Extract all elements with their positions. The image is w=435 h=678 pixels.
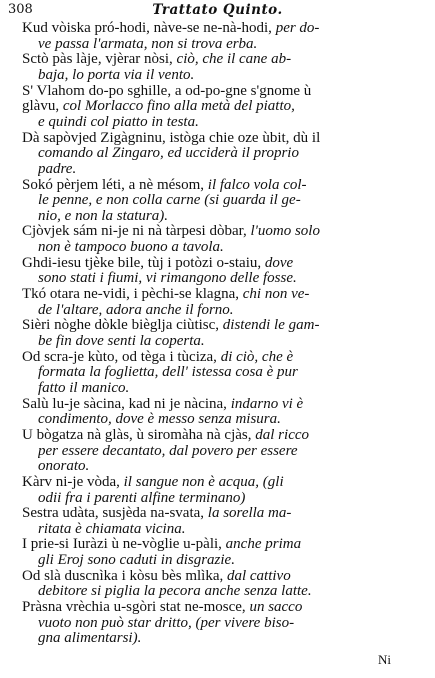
italian-text: dal ricco bbox=[251, 426, 310, 443]
text-line bbox=[22, 286, 427, 303]
italian-text: dove bbox=[261, 254, 294, 271]
illyrian-text: Pràsna vrèchia u-sgòri stat ne-mosce, bbox=[22, 599, 246, 616]
text-line bbox=[22, 98, 427, 115]
italian-text: dal cattivo bbox=[223, 567, 291, 584]
italian-text: ve passa l'armata, non si trova erba. bbox=[38, 35, 258, 52]
italian-text: debitore si piglia la pecora anche senza latte. bbox=[38, 583, 312, 600]
text-line bbox=[22, 536, 427, 553]
text-line bbox=[22, 255, 427, 272]
italian-text: padre. bbox=[38, 160, 77, 177]
text-line bbox=[38, 615, 427, 632]
italian-text: distendi le gam- bbox=[219, 317, 320, 334]
text-line bbox=[38, 443, 427, 460]
italian-text: sono stati i fiumi, vi rimangono delle fosse. bbox=[38, 270, 297, 287]
text-line bbox=[22, 177, 427, 194]
text-line bbox=[38, 270, 427, 287]
illyrian-text: Sièri nòghe dòkle bièglja ciùtisc, bbox=[22, 317, 220, 334]
text-line bbox=[38, 333, 427, 350]
italian-text: vuoto non può star dritto, (per vivere biso- bbox=[38, 614, 295, 631]
italian-text: ritata è chiamata vicina. bbox=[38, 520, 186, 537]
illyrian-text: Sokó pèrjem léti, a nè mésom, bbox=[22, 176, 205, 193]
italian-text: comando al Zingaro, ed ucciderà il proprio bbox=[38, 145, 299, 162]
italian-text: gna alimentarsi). bbox=[38, 630, 142, 647]
text-line bbox=[22, 83, 427, 100]
italian-text: di ciò, che è bbox=[216, 348, 294, 365]
italian-text: nio, e non la statura). bbox=[38, 207, 168, 224]
illyrian-text: S' Vlahom do-po sghille, a od-po-gne s'gnome ù bbox=[22, 82, 312, 99]
text-line bbox=[38, 302, 427, 319]
italian-text: odii fra i parenti alfine terminano) bbox=[38, 489, 246, 506]
italian-text: onorato. bbox=[38, 458, 90, 475]
italian-text: condimento, dove è messo senza misura. bbox=[38, 411, 281, 428]
text-line bbox=[38, 630, 427, 647]
page-number: 308 bbox=[8, 2, 33, 17]
italian-text: formata la foglietta, dell' istessa cosa è pur bbox=[38, 364, 298, 381]
italian-text: la sorella ma- bbox=[204, 505, 292, 522]
text-line bbox=[38, 521, 427, 538]
italian-text: be fin dove senti la coperta. bbox=[38, 333, 205, 349]
italian-text: l'uomo solo bbox=[246, 223, 320, 240]
text-line bbox=[38, 145, 427, 162]
italian-text: per essere decantato, dal povero per essere bbox=[38, 442, 298, 459]
illyrian-text: Dà sapòvjed Zigàgninu, istòga chie oze ùbit, dù il bbox=[22, 129, 321, 146]
illyrian-text: Od scra-je kùto, od tèga i tùciza, bbox=[22, 348, 217, 365]
page-header bbox=[0, 2, 435, 20]
illyrian-text: Sestra udàta, susjèda na-svata, bbox=[22, 505, 205, 522]
illyrian-text: Kàrv ni-je vòda, bbox=[22, 473, 120, 490]
illyrian-text: Cjòvjek sám ni-je ni nà tàrpesi dòbar, bbox=[22, 223, 247, 240]
italian-text: non è tampoco buono a tavola. bbox=[38, 239, 224, 256]
text-line bbox=[22, 223, 427, 240]
running-title: Trattato Quinto. bbox=[152, 2, 283, 18]
text-line bbox=[38, 67, 427, 84]
text-line bbox=[22, 317, 427, 334]
text-line bbox=[38, 208, 427, 225]
italian-text: anche prima bbox=[221, 536, 302, 553]
illyrian-text: Kud vòiska pró-hodi, nàve-se ne-nà-hodi, bbox=[22, 20, 272, 36]
text-line bbox=[38, 161, 427, 178]
text-line bbox=[38, 380, 427, 397]
text-line bbox=[22, 599, 427, 616]
illyrian-text: Od slà duscnìka i kòsu bès mlìka, bbox=[22, 567, 224, 584]
text-line bbox=[38, 458, 427, 475]
text-line bbox=[22, 505, 427, 522]
text-line bbox=[22, 474, 427, 491]
italian-text: ciò, che il cane ab- bbox=[172, 51, 292, 68]
italian-text: col Morlacco fino alla metà del piatto, bbox=[59, 98, 295, 115]
illyrian-text: I prie-si Iuràzi ù ne-vòglie u-pàli, bbox=[22, 536, 222, 553]
italian-text: il falco vola col- bbox=[204, 176, 307, 193]
italian-text: e quindi col piatto in testa. bbox=[38, 113, 199, 130]
italian-text: le penne, e non colla carne (si guarda il ge- bbox=[38, 192, 301, 209]
italian-text: indarno vi è bbox=[226, 395, 304, 412]
illyrian-text: U bògatza nà glàs, ù siromàha nà cjàs, bbox=[22, 426, 252, 443]
catchword: Ni bbox=[378, 652, 391, 667]
text-line bbox=[22, 349, 427, 366]
text-line bbox=[38, 239, 427, 256]
illyrian-text: glàvu, bbox=[22, 98, 60, 115]
italian-text: de l'altare, adora anche il forno. bbox=[38, 301, 234, 318]
italian-text: il sangue non è acqua, (gli bbox=[119, 473, 284, 490]
text-line bbox=[38, 192, 427, 209]
illyrian-text: Ghdi-iesu tjèke bile, tùj i potòzi o-staiu, bbox=[22, 254, 262, 271]
text-line bbox=[38, 114, 427, 131]
italian-text: per do- bbox=[271, 20, 320, 36]
text-line bbox=[22, 130, 427, 147]
text-line bbox=[22, 427, 427, 444]
text-line bbox=[22, 20, 427, 37]
text-line bbox=[38, 411, 427, 428]
italian-text: fatto il manico. bbox=[38, 379, 130, 396]
illyrian-text: Salù lu-je sàcina, kad ni je nàcina, bbox=[22, 395, 227, 412]
text-line bbox=[38, 364, 427, 381]
italian-text: baja, lo porta via il vento. bbox=[38, 66, 195, 83]
text-line bbox=[38, 552, 427, 569]
text-line bbox=[22, 568, 427, 585]
text-line bbox=[38, 36, 427, 53]
text-line bbox=[22, 51, 427, 68]
text-line bbox=[22, 396, 427, 413]
italian-text: gli Eroj sono caduti in disgrazie. bbox=[38, 552, 235, 569]
text-line bbox=[38, 583, 427, 600]
illyrian-text: Sctò pàs làje, vjèrar nòsi, bbox=[22, 51, 173, 68]
illyrian-text: Tkó otara ne-vidi, i pèchi-se klagna, bbox=[22, 286, 240, 303]
italian-text: chi non ve- bbox=[239, 286, 310, 303]
italian-text: un sacco bbox=[245, 599, 303, 616]
text-line bbox=[38, 490, 427, 507]
